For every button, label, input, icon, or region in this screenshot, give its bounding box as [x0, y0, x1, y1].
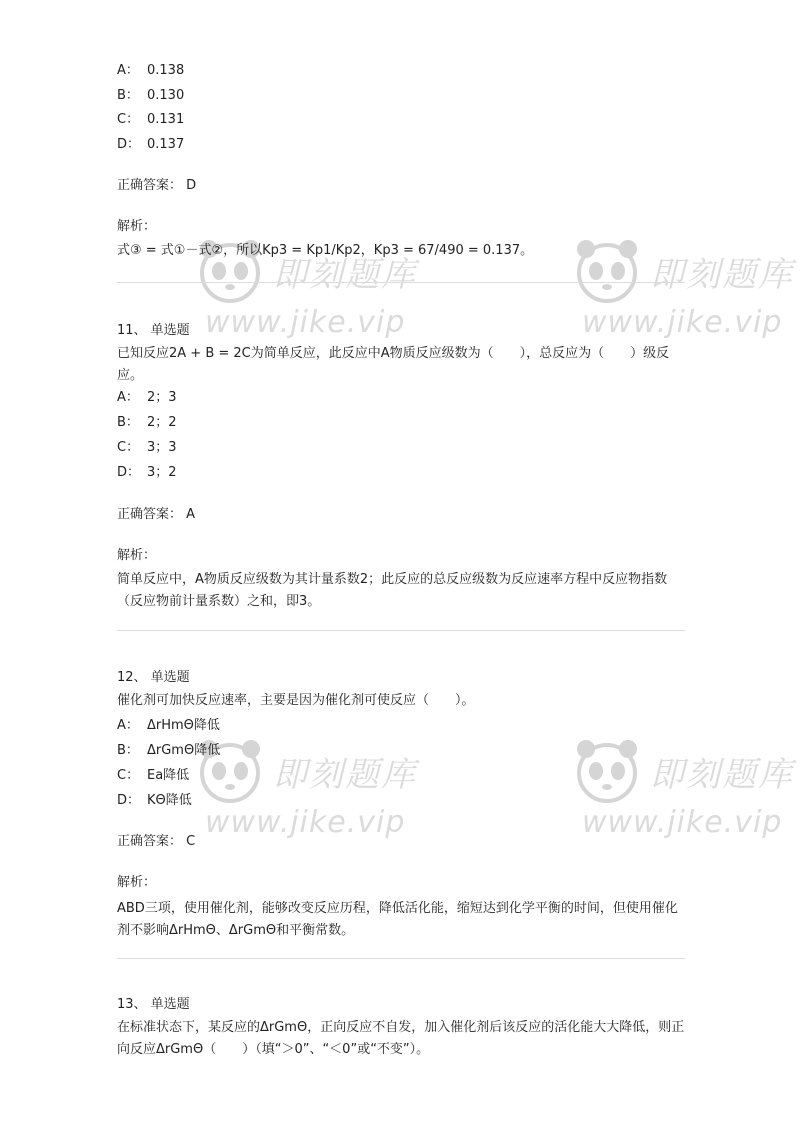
option-a — [117, 389, 177, 407]
option-letter: A： — [117, 718, 139, 733]
divider — [117, 282, 685, 283]
watermark-brand: 即刻题库 — [273, 255, 417, 295]
option-b — [117, 87, 184, 105]
option-text: KΘ降低 — [147, 793, 192, 808]
option-letter: D： — [117, 793, 141, 808]
analysis-text: ABD三项，使用催化剂，能够改变反应历程，降低活化能，缩短达到化学平衡的时间，但使用催化剂不影响ΔrHmΘ、ΔrGmΘ和平衡常数。 — [117, 901, 678, 938]
analysis-label: 解析： — [117, 548, 157, 563]
answer-value: D — [186, 178, 197, 193]
answer-value: A — [186, 507, 196, 522]
option-a — [117, 62, 184, 80]
panda-logo-icon — [572, 735, 642, 815]
option-text: ΔrGmΘ降低 — [147, 743, 221, 758]
divider — [117, 630, 685, 631]
option-d — [117, 792, 192, 810]
analysis-text: 式③ = 式①－式②，所以Kp3 = Kp1/Kp2，Kp3 = 67/490 = 0.137。 — [117, 243, 534, 258]
option-d — [117, 464, 177, 482]
option-text: Ea降低 — [147, 768, 190, 783]
option-c — [117, 767, 189, 785]
option-text: 2；2 — [147, 415, 177, 430]
option-letter: D： — [117, 465, 141, 480]
option-text: ΔrHmΘ降低 — [147, 718, 220, 733]
divider — [117, 958, 685, 959]
option-letter: C： — [117, 440, 140, 455]
question-stem: 已知反应2A + B = 2C为简单反应，此反应中A物质反应级数为（ ），总反应为（ ）级反应。 — [117, 346, 670, 383]
option-b — [117, 414, 177, 432]
question-stem: 催化剂可加快反应速率，主要是因为催化剂可使反应（ ）。 — [117, 693, 475, 708]
answer-value: C — [186, 834, 196, 849]
option-text: 0.131 — [147, 112, 185, 127]
watermark — [572, 735, 800, 865]
watermark-url: www.jike.vip — [205, 805, 406, 840]
option-letter: B： — [117, 88, 139, 103]
watermark-url: www.jike.vip — [205, 305, 406, 340]
option-letter: A： — [117, 63, 139, 78]
answer-label: 正确答案： — [117, 178, 183, 193]
option-letter: B： — [117, 743, 139, 758]
option-letter: B： — [117, 415, 139, 430]
option-letter: C： — [117, 768, 140, 783]
question-header: 11、 单选题 — [117, 323, 190, 338]
option-c — [117, 439, 177, 457]
analysis-label: 解析： — [117, 875, 157, 890]
question-stem: 在标准状态下，某反应的ΔrGmΘ，正向反应不自发，加入催化剂后该反应的活化能大大降低，则正向反应ΔrGmΘ（ ）（填“＞0”、“＜0”或“不变”）。 — [117, 1020, 685, 1057]
option-letter: D： — [117, 137, 141, 152]
option-a — [117, 717, 220, 735]
correct-answer — [117, 506, 195, 524]
watermark-brand: 即刻题库 — [273, 755, 417, 795]
analysis-label: 解析： — [117, 219, 157, 234]
option-text: 0.130 — [147, 88, 185, 103]
option-text: 0.137 — [147, 137, 185, 152]
option-letter: C： — [117, 112, 140, 127]
answer-label: 正确答案： — [117, 834, 183, 849]
option-letter: A： — [117, 390, 139, 405]
option-text: 3；2 — [147, 465, 177, 480]
watermark-brand: 即刻题库 — [650, 755, 794, 795]
question-header: 12、 单选题 — [117, 670, 190, 685]
correct-answer — [117, 833, 195, 851]
option-text: 0.138 — [147, 63, 185, 78]
watermark — [195, 735, 455, 865]
watermark-url: www.jike.vip — [582, 305, 783, 340]
option-text: 3；3 — [147, 440, 177, 455]
analysis-text: 简单反应中，A物质反应级数为其计量系数2；此反应的总反应级数为反应速率方程中反应物指数（反应物前计量系数）之和，即3。 — [117, 572, 668, 609]
watermark-brand: 即刻题库 — [650, 255, 794, 295]
option-c — [117, 111, 184, 129]
question-header: 13、 单选题 — [117, 997, 190, 1012]
option-b — [117, 742, 220, 760]
correct-answer — [117, 177, 196, 195]
option-text: 2；3 — [147, 390, 177, 405]
option-d — [117, 136, 184, 154]
watermark-url: www.jike.vip — [582, 805, 783, 840]
answer-label: 正确答案： — [117, 507, 183, 522]
